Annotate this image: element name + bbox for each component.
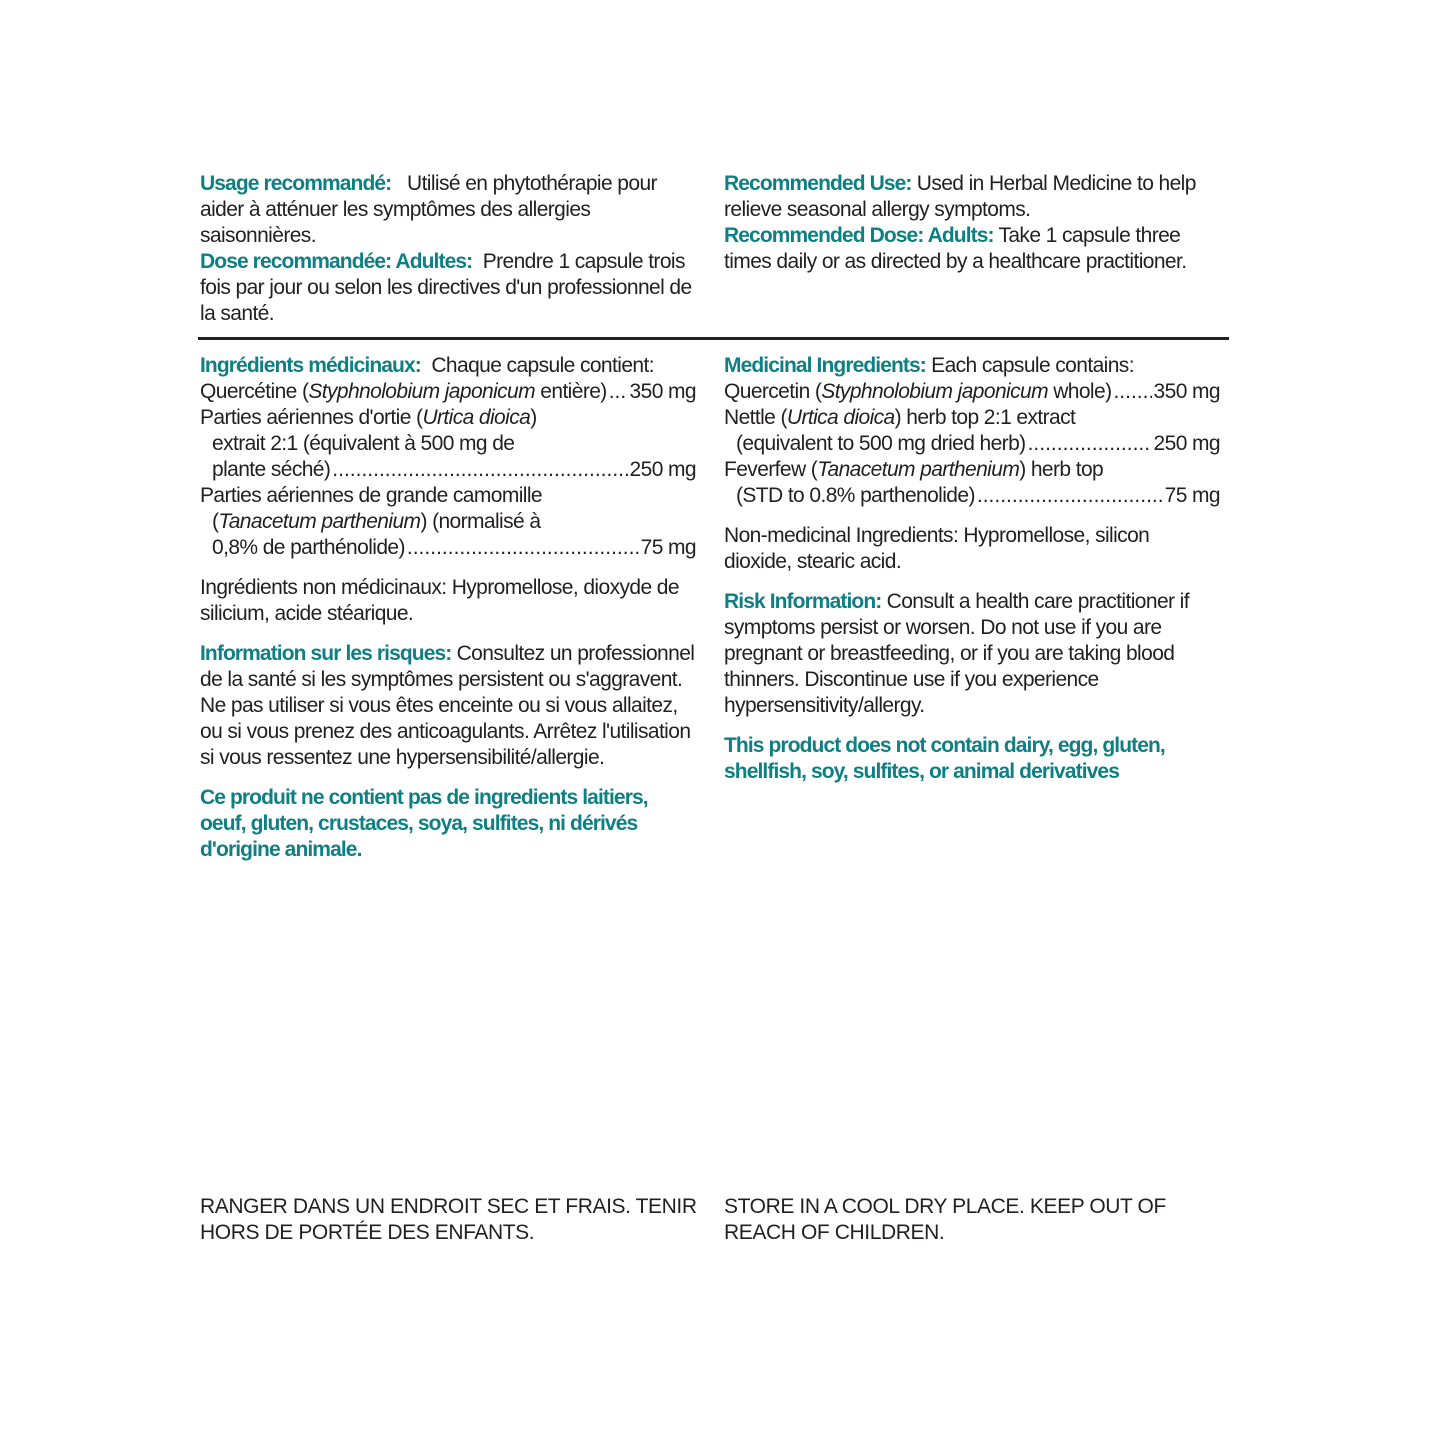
fr-ingredients-intro: Chaque capsule contient: [431, 354, 654, 377]
leader-dots [609, 379, 628, 405]
fr-nettle-row [200, 457, 696, 483]
fr-dose-text: Prendre 1 capsule trois fois par jour ou selon les directives d'un professionnel de la santé. [200, 250, 692, 325]
fr-quercetin-latin: Styphnolobium japonicum [308, 380, 536, 403]
fr-usage-text: Utilisé en phytothérapie pour aider à atténuer les symptômes des allergies saisonnières. [200, 172, 657, 247]
en-nettle-line1 [724, 405, 1220, 431]
fr-usage [200, 171, 700, 249]
fr-feverfew-row [200, 535, 696, 561]
fr-quercetin-name-end: entière) [535, 380, 607, 403]
fr-dose [200, 249, 700, 327]
en-nonmed: Non-medicinal Ingredients: Hypromellose, silicon dioxide, stearic acid. [724, 524, 1150, 573]
en-dose [724, 223, 1224, 275]
fr-ingredients-heading [200, 353, 696, 379]
fr-usage-section [200, 171, 700, 327]
en-nettle-amount: 250 mg [1153, 432, 1220, 455]
en-feverfew-line2: (STD to 0.8% parthenolide) [736, 484, 975, 507]
fr-feverfew-amount: 75 mg [640, 536, 696, 559]
en-feverfew-desc: ) herb top [1019, 458, 1104, 481]
en-nettle-row [724, 431, 1220, 457]
fr-risk-label: Information sur les risques: [200, 642, 452, 665]
en-quercetin-latin: Styphnolobium japonicum [821, 380, 1048, 403]
leader-dots [977, 483, 1163, 509]
en-nettle-desc: ) herb top 2:1 extract [894, 406, 1076, 429]
en-ingredients-label: Medicinal Ingredients: [724, 354, 926, 377]
leader-dots [407, 535, 639, 561]
en-quercetin-row [724, 379, 1220, 405]
section-divider [198, 337, 1229, 340]
en-ingredients-section [724, 353, 1220, 785]
fr-quercetin-row [200, 379, 696, 405]
en-ingredients-intro: Each capsule contains: [931, 354, 1134, 377]
fr-feverfew-line1: Parties aériennes de grande camomille [200, 484, 542, 507]
fr-feverfew-paren: ( [212, 510, 219, 533]
en-usage-label: Recommended Use: [724, 172, 912, 195]
en-quercetin-amount: 350 mg [1153, 380, 1220, 403]
en-ingredients-heading [724, 353, 1220, 379]
fr-storage: RANGER DANS UN ENDROIT SEC ET FRAIS. TENIR HORS DE PORTÉE DES ENFANTS. [200, 1195, 697, 1244]
fr-nettle-latin: Urtica dioica [422, 406, 531, 429]
leader-dots [1028, 431, 1152, 457]
en-risk-text: Consult a health care practitioner if symptoms persist or worsen. Do not use if you are pregnant or breastfeeding, or if you are taking blood thinners. Discontinue use if you experience hypersensitivity/allergy. [724, 590, 1189, 717]
en-risk-label: Risk Information: [724, 590, 882, 613]
en-quercetin-name: Quercetin ( [724, 380, 822, 403]
fr-ingredients-section [200, 353, 696, 863]
en-dose-text: Take 1 capsule three times daily or as directed by a healthcare practitioner. [724, 224, 1187, 273]
fr-nonmed: Ingrédients non médicinaux: Hypromellose, dioxyde de silicium, acide stéarique. [200, 576, 679, 625]
en-free-from: This product does not contain dairy, egg, gluten, shellfish, soy, sulfites, or animal derivatives [724, 734, 1165, 783]
fr-dose-label: Dose recommandée: Adultes: [200, 250, 473, 273]
fr-nettle-amount: 250 mg [629, 458, 696, 481]
fr-ingredients-label: Ingrédients médicinaux: [200, 354, 421, 377]
fr-feverfew-latin: Tanacetum parthenium [218, 510, 421, 533]
en-feverfew-line1 [724, 457, 1220, 483]
en-feverfew-row [724, 483, 1220, 509]
leader-dots [332, 457, 627, 483]
en-usage-text: Used in Herbal Medicine to help relieve seasonal allergy symptoms. [724, 172, 1196, 221]
fr-feverfew-line2 [200, 509, 696, 535]
en-nettle-latin: Urtica dioica [786, 406, 895, 429]
fr-feverfew-line3: 0,8% de parthénolide) [212, 536, 405, 559]
fr-usage-label: Usage recommandé: [200, 172, 392, 195]
en-quercetin-name-end: whole) [1047, 380, 1112, 403]
fr-nettle-name: Parties aériennes d'ortie ( [200, 406, 423, 429]
en-dose-label: Recommended Dose: Adults: [724, 224, 994, 247]
fr-nettle-line2: extrait 2:1 (équivalent à 500 mg de [212, 432, 515, 455]
fr-nettle-line1 [200, 405, 696, 431]
en-nettle-line2: (equivalent to 500 mg dried herb) [736, 432, 1026, 455]
en-feverfew-amount: 75 mg [1164, 484, 1220, 507]
en-usage [724, 171, 1224, 223]
fr-risk-text: Consultez un professionnel de la santé si les symptômes persistent ou s'aggravent. Ne pas utiliser si vous êtes enceinte ou si vous allaitez, ou si vous prenez des anticoagulants. Arrêtez l'utilisation si vous ressentez une hypersensibilité/allergie. [200, 642, 695, 769]
fr-nettle-name-end: ) [530, 406, 537, 429]
fr-free-from: Ce produit ne contient pas de ingredients laitiers, oeuf, gluten, crustaces, soya, sulfites, ni dérivés d'origine animale. [200, 786, 648, 861]
fr-risk [200, 641, 696, 771]
leader-dots [1113, 379, 1151, 405]
fr-quercetin-amount: 350 mg [629, 380, 696, 403]
en-nettle-name: Nettle ( [724, 406, 787, 429]
fr-feverfew-std: ) (normalisé à [420, 510, 541, 533]
fr-quercetin-name: Quercétine ( [200, 380, 309, 403]
en-risk [724, 589, 1194, 719]
en-feverfew-latin: Tanacetum parthenium [817, 458, 1020, 481]
en-feverfew-name: Feverfew ( [724, 458, 818, 481]
en-storage: STORE IN A COOL DRY PLACE. KEEP OUT OF REACH OF CHILDREN. [724, 1195, 1166, 1244]
fr-nettle-line3: plante séché) [212, 458, 331, 481]
en-usage-section [724, 171, 1224, 275]
